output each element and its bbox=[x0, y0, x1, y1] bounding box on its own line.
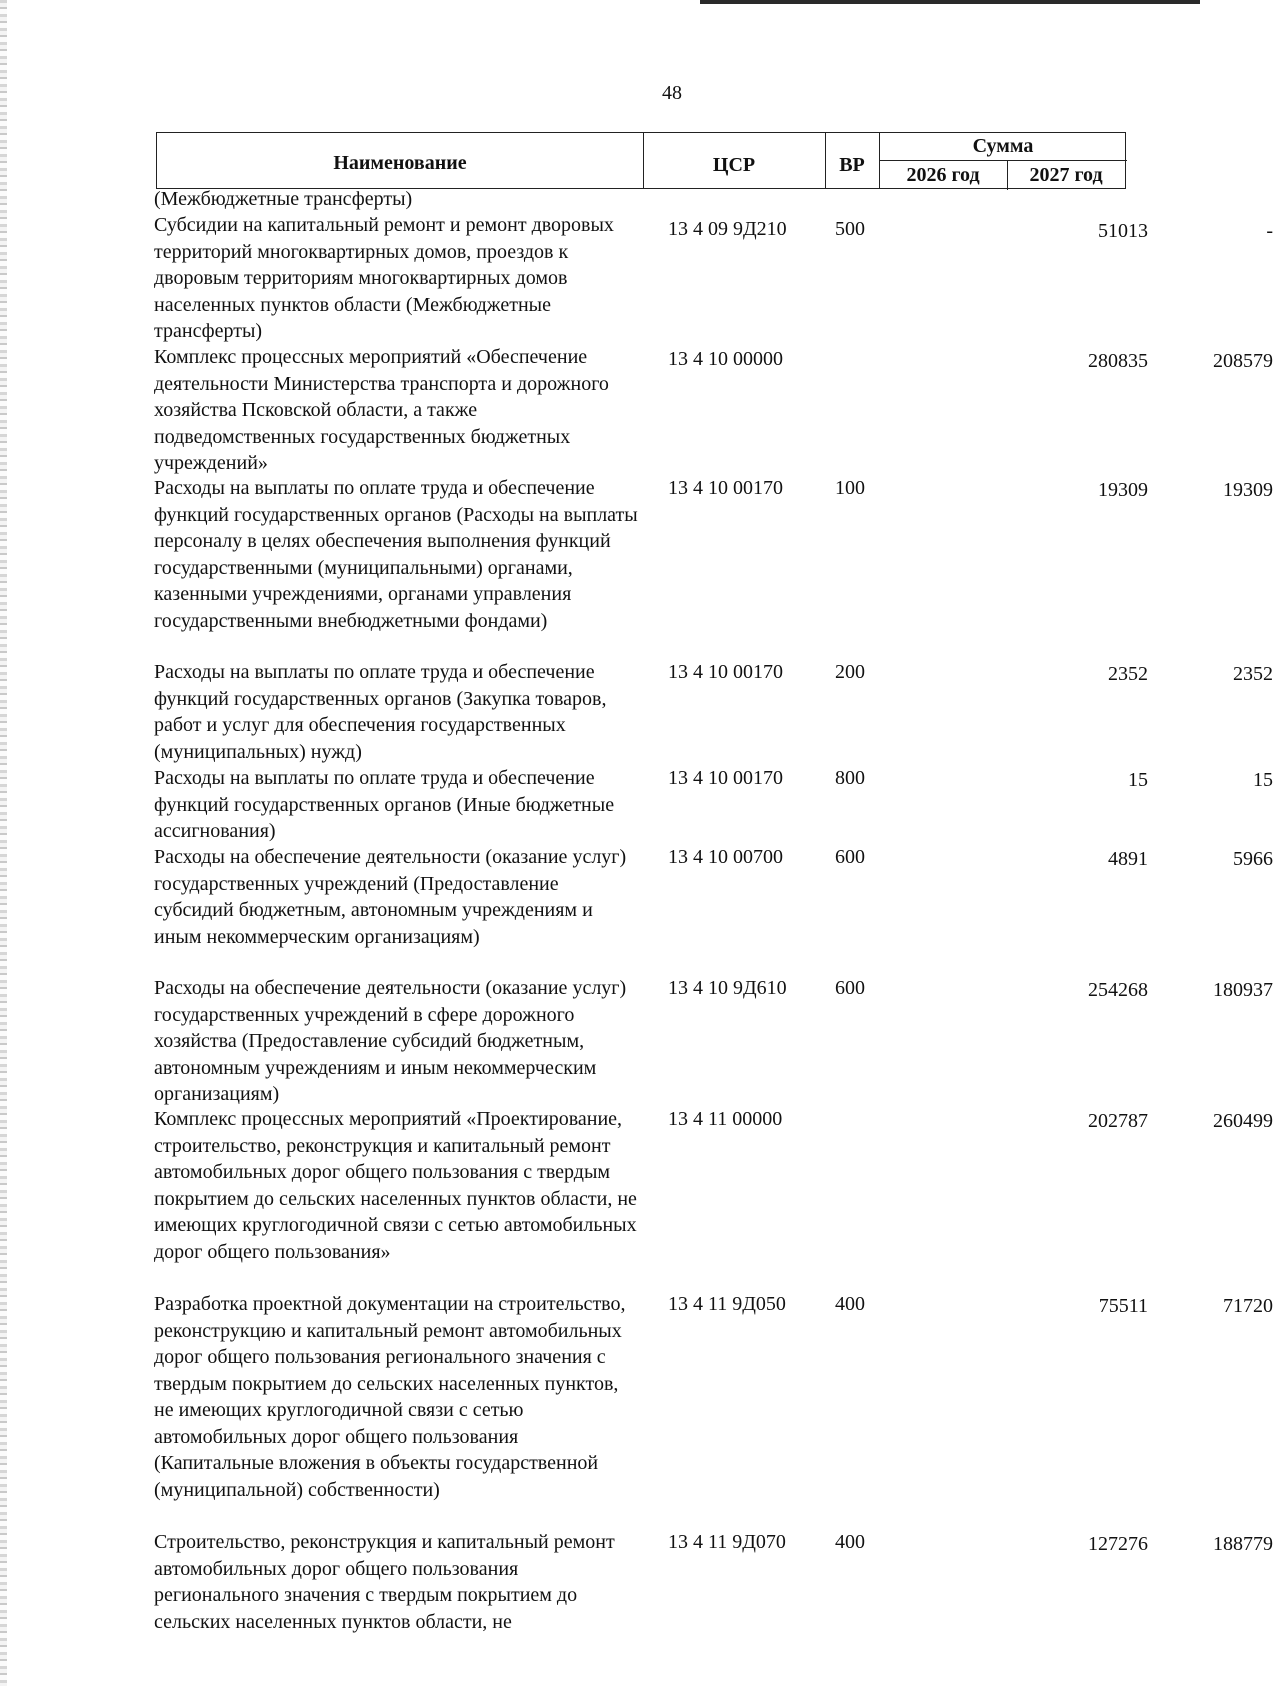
page-number: 48 bbox=[662, 82, 682, 104]
table-row bbox=[154, 475, 1273, 659]
header-sum: Сумма bbox=[972, 135, 1034, 157]
row-2027: 2352 bbox=[1233, 663, 1273, 685]
row-name: Комплекс процессных мероприятий «Проектирование, строительство, реконструкция и капитальный ремонт автомобильных дорог общего пользования с твердым покрытием до сельских населенных пунктов области, не имеющих круглогодичной связи с сетью автомобильных дорог общего пользования» bbox=[154, 1108, 637, 1263]
row-vr: 100 bbox=[835, 477, 865, 499]
row-2026: 2352 bbox=[1108, 663, 1148, 685]
table-row bbox=[154, 659, 1273, 765]
header-year-2026: 2026 год bbox=[906, 163, 980, 186]
scan-left-edge bbox=[0, 0, 7, 1686]
row-csr: 13 4 09 9Д210 bbox=[668, 218, 787, 240]
table-row bbox=[154, 975, 1273, 1106]
row-csr: 13 4 10 00700 bbox=[668, 846, 783, 868]
row-name: Строительство, реконструкция и капитальный ремонт автомобильных дорог общего пользования регионального значения с твердым покрытием до сельских населенных пунктов области, не bbox=[154, 1531, 615, 1633]
row-name: Расходы на обеспечение деятельности (оказание услуг) государственных учреждений (Предоставление субсидий бюджетным, автономным учреждениям и иным некоммерческим организациям) bbox=[154, 846, 627, 948]
row-2027: 71720 bbox=[1223, 1295, 1273, 1317]
table-row bbox=[154, 212, 1273, 344]
header-csr: ЦСР bbox=[712, 154, 756, 176]
row-vr: 800 bbox=[835, 767, 865, 789]
row-csr: 13 4 10 9Д610 bbox=[668, 977, 787, 999]
row-vr: 200 bbox=[835, 661, 865, 683]
row-2026: 280835 bbox=[1088, 350, 1148, 372]
row-2026: 202787 bbox=[1088, 1110, 1148, 1132]
row-csr: 13 4 11 00000 bbox=[668, 1108, 783, 1130]
table-row bbox=[154, 344, 1273, 475]
table-row bbox=[154, 1291, 1273, 1529]
row-vr: 600 bbox=[835, 846, 865, 868]
table-body bbox=[154, 186, 1273, 1635]
table-header bbox=[156, 132, 1126, 189]
row-2027: 19309 bbox=[1223, 479, 1273, 501]
table-row bbox=[154, 765, 1273, 844]
row-name: Разработка проектной документации на строительство, реконструкцию и капитальный ремонт автомобильных дорог общего пользования регионального значения с твердым покрытием до сельских населенных пунктов, не имеющих круглогодичной связи с сетью автомобильных дорог общего пользования (Капитальные вложения в объекты государственной (муниципальной) собственности) bbox=[154, 1293, 626, 1501]
row-2027: 5966 bbox=[1233, 848, 1273, 870]
header-vr: ВР bbox=[839, 154, 865, 176]
row-csr: 13 4 10 00170 bbox=[668, 477, 783, 499]
row-2027: 188779 bbox=[1213, 1533, 1273, 1555]
row-name: Расходы на обеспечение деятельности (оказание услуг) государственных учреждений в сфере дорожного хозяйства (Предоставление субсидий бюджетным, автономным учреждениям и иным некоммерческим организациям) bbox=[154, 977, 627, 1105]
row-2027: 208579 bbox=[1213, 350, 1273, 372]
row-name: Субсидии на капитальный ремонт и ремонт дворовых территорий многоквартирных домов, проездов к дворовым территориям многоквартирных домов населенных пунктов области (Межбюджетные трансферты) bbox=[154, 214, 614, 342]
row-name: (Межбюджетные трансферты) bbox=[154, 188, 413, 210]
row-2027: 260499 bbox=[1213, 1110, 1273, 1132]
row-2026: 127276 bbox=[1088, 1533, 1148, 1555]
header-year-2027: 2027 год bbox=[1029, 163, 1103, 186]
row-2026: 4891 bbox=[1108, 848, 1148, 870]
row-2027: 15 bbox=[1253, 769, 1273, 791]
table-row bbox=[154, 1529, 1273, 1635]
table-row bbox=[154, 844, 1273, 975]
row-name: Комплекс процессных мероприятий «Обеспечение деятельности Министерства транспорта и дорожного хозяйства Псковской области, а также подведомственных государственных бюджетных учреждений» bbox=[154, 346, 609, 474]
row-2026: 19309 bbox=[1098, 479, 1148, 501]
table-row bbox=[154, 1106, 1273, 1291]
row-vr: 500 bbox=[835, 218, 865, 240]
row-2027: - bbox=[1266, 220, 1273, 242]
row-vr: 600 bbox=[835, 977, 865, 999]
row-csr: 13 4 11 9Д050 bbox=[668, 1293, 786, 1315]
row-vr: 400 bbox=[835, 1531, 865, 1553]
row-2026: 75511 bbox=[1098, 1295, 1148, 1317]
row-csr: 13 4 11 9Д070 bbox=[668, 1531, 786, 1553]
row-2026: 15 bbox=[1128, 769, 1148, 791]
row-csr: 13 4 10 00000 bbox=[668, 348, 783, 370]
row-name: Расходы на выплаты по оплате труда и обеспечение функций государственных органов (Закупка товаров, работ и услуг для обеспечения государственных (муниципальных) нужд) bbox=[154, 661, 607, 763]
row-csr: 13 4 10 00170 bbox=[668, 767, 783, 789]
row-2026: 51013 bbox=[1098, 220, 1148, 242]
scan-top-edge bbox=[700, 0, 1200, 4]
row-vr: 400 bbox=[835, 1293, 865, 1315]
row-csr: 13 4 10 00170 bbox=[668, 661, 783, 683]
row-name: Расходы на выплаты по оплате труда и обеспечение функций государственных органов (Иные бюджетные ассигнования) bbox=[154, 767, 615, 842]
header-name: Наименование bbox=[333, 152, 467, 174]
row-2027: 180937 bbox=[1213, 979, 1273, 1001]
row-name: Расходы на выплаты по оплате труда и обеспечение функций государственных органов (Расходы на выплаты персоналу в целях обеспечения выполнения функций государственными (муниципальными) органами, казенными учреждениями, органами управления государственными внебюджетными фондами) bbox=[154, 477, 638, 632]
row-2026: 254268 bbox=[1088, 979, 1148, 1001]
table-row bbox=[154, 186, 1126, 212]
